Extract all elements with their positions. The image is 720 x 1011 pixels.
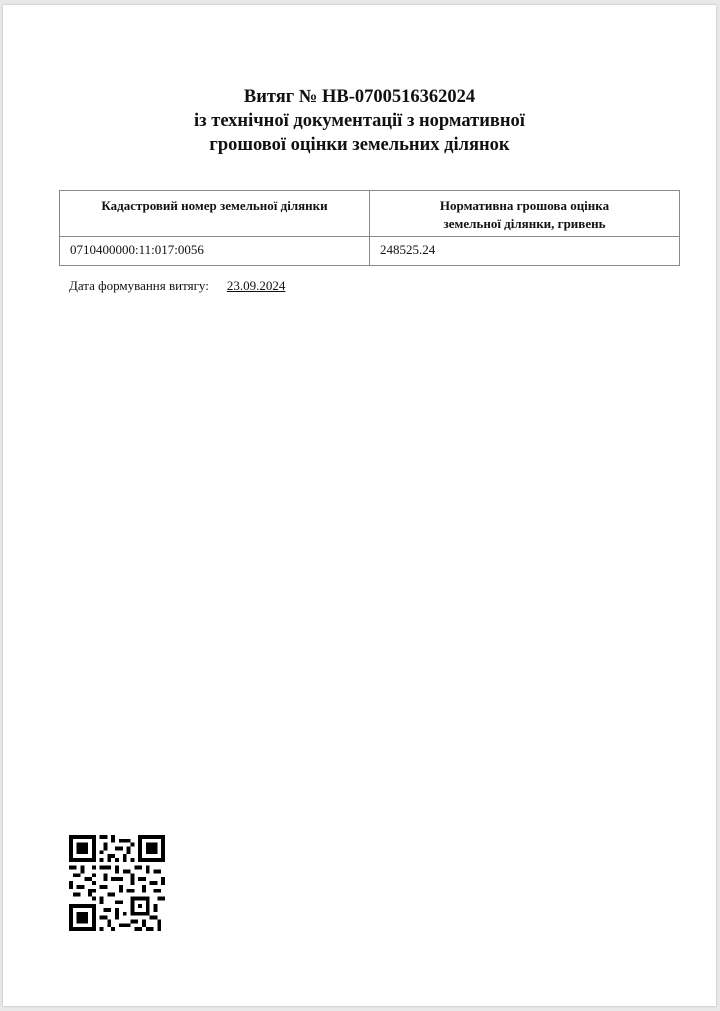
table-header-row (60, 191, 680, 237)
document-title (3, 85, 716, 157)
title-line-2: із технічної документації з нормативної (194, 111, 525, 131)
header-cadastral-number: Кадастровий номер земельної ділянки (60, 191, 370, 237)
cell-cadastral-number: 0710400000:11:017:0056 (60, 237, 370, 266)
formation-date (69, 278, 285, 294)
header-normative-valuation-text: Нормативна грошова оцінка земельної ділянки, гривень (439, 198, 610, 231)
title-line-3: грошової оцінки земельних ділянок (209, 135, 510, 155)
valuation-table (59, 190, 680, 266)
cell-valuation-amount: 248525.24 (370, 237, 680, 266)
header-normative-valuation (370, 191, 680, 237)
date-value: 23.09.2024 (226, 278, 286, 293)
table-row (60, 237, 680, 266)
document-page (3, 5, 716, 1006)
date-label: Дата формування витягу: (69, 278, 209, 293)
qr-code-icon (69, 835, 165, 931)
title-line-1: Витяг № НВ-0700516362024 (243, 87, 476, 107)
